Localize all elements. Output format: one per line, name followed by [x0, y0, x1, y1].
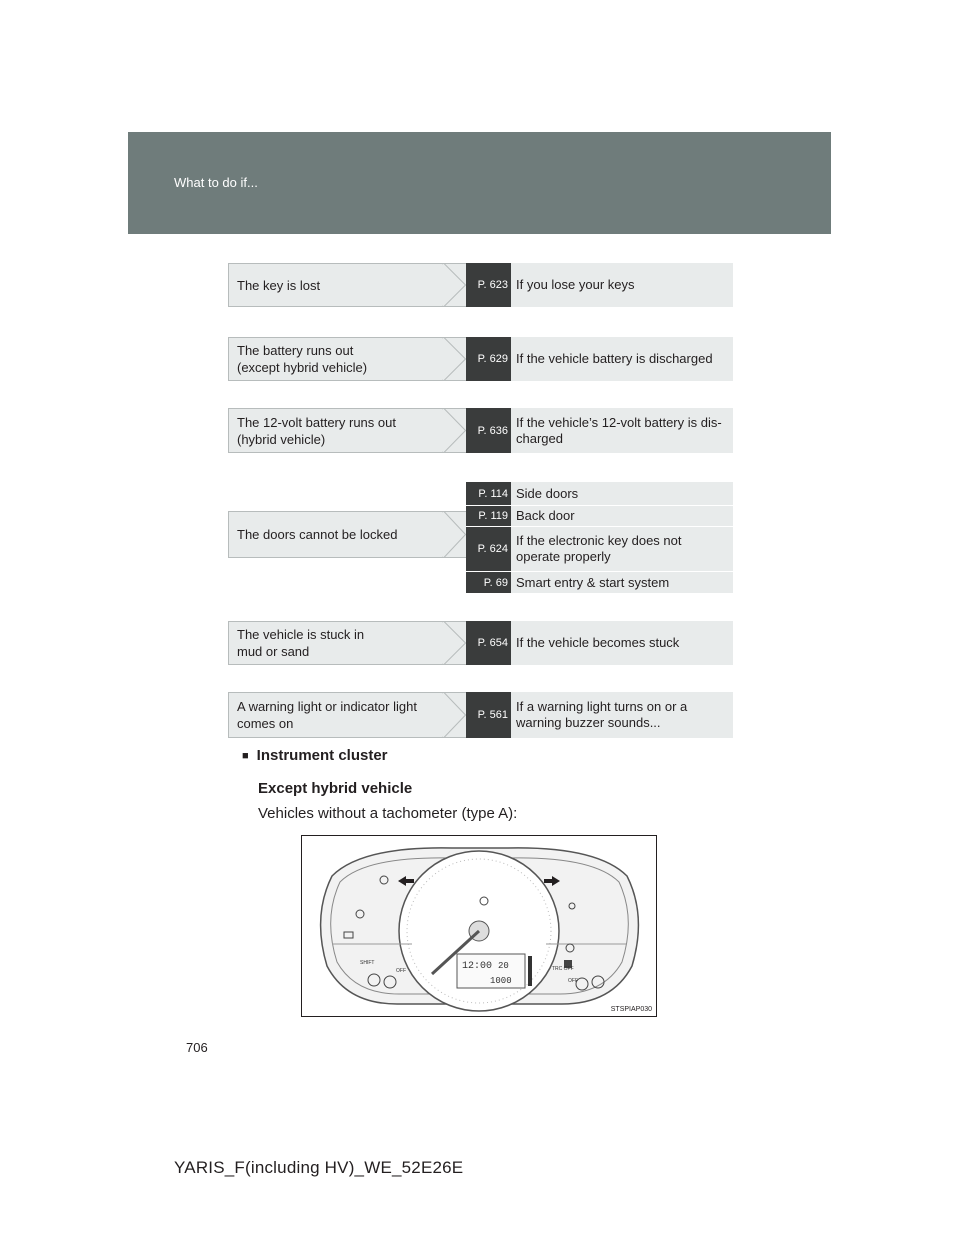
reference-title: If the vehicle’s 12-volt battery is dis- charged — [516, 414, 722, 446]
reference-row — [466, 482, 733, 505]
reference-row — [466, 527, 733, 571]
condition-text: The key is lost — [237, 277, 321, 293]
subheading: Except hybrid vehicle — [258, 780, 413, 797]
figure-caption: Vehicles without a tachometer (type A): — [258, 805, 518, 822]
condition-text: The doors cannot be locked — [237, 527, 398, 542]
instrument-cluster-figure — [301, 835, 657, 1017]
reference-row — [466, 572, 733, 593]
reference-row — [466, 506, 733, 526]
condition-box — [228, 263, 466, 307]
reference-row — [466, 263, 733, 307]
condition-box — [228, 337, 466, 381]
page-reference-badge: P. 654 — [466, 621, 511, 665]
reference-title: If the electronic key does not operate properly — [516, 533, 682, 564]
reference-title: If you lose your keys — [516, 277, 635, 292]
reference-title: If the vehicle battery is discharged — [516, 351, 713, 366]
chevron-right-icon — [442, 511, 466, 558]
condition-text: The 12-volt battery runs out (hybrid vehicle) — [237, 414, 396, 447]
page-reference-badge: P. 561 — [466, 692, 511, 738]
chevron-right-icon — [442, 408, 466, 453]
page-reference-badge: P. 636 — [466, 408, 511, 453]
page-reference-badge: P. 629 — [466, 337, 511, 381]
page-number: 706 — [186, 1040, 208, 1055]
reference-title: Side doors — [516, 485, 579, 501]
page-reference-badge: P. 69 — [466, 572, 511, 593]
reference-row — [466, 621, 733, 665]
heading-text: Instrument cluster — [256, 747, 388, 764]
condition-box — [228, 621, 466, 665]
condition-text: The vehicle is stuck in mud or sand — [237, 627, 365, 659]
chevron-right-icon — [442, 263, 466, 307]
trc-off-label: TRC OFF — [552, 966, 574, 972]
instrument-cluster-illustration — [302, 836, 656, 1016]
reference-title: Smart entry & start system — [516, 574, 670, 590]
page-reference-badge: P. 623 — [466, 263, 511, 307]
condition-box — [228, 692, 466, 738]
reference-row — [466, 408, 733, 453]
display-odometer: 1000 — [490, 976, 512, 986]
chevron-right-icon — [442, 621, 466, 665]
reference-title: If the vehicle becomes stuck — [516, 635, 680, 650]
display-temp: 20 — [498, 961, 509, 971]
reference-title: Back door — [516, 508, 575, 523]
page-reference-badge: P. 624 — [466, 527, 511, 571]
instrument-cluster-heading — [242, 747, 388, 764]
square-bullet-icon: ■ — [242, 749, 249, 762]
condition-box — [228, 511, 466, 558]
page-reference-badge: P. 114 — [466, 482, 511, 505]
off-label-right: OFF — [568, 978, 578, 984]
document-footer: YARIS_F(including HV)_WE_52E26E — [174, 1158, 464, 1177]
off-label-left: OFF — [396, 968, 406, 974]
figure-code: STSPIAP030 — [610, 1006, 652, 1013]
condition-box — [228, 408, 466, 453]
reference-row — [466, 337, 733, 381]
display-time: 12:00 — [462, 961, 493, 972]
shift-label: SHIFT — [360, 960, 375, 966]
condition-text: A warning light or indicator light comes on — [237, 699, 417, 731]
chevron-right-icon — [442, 337, 466, 381]
condition-text: The battery runs out (except hybrid vehicle) — [237, 343, 368, 375]
section-title: What to do if... — [174, 175, 258, 190]
reference-title: If a warning light turns on or a warning buzzer sounds... — [516, 699, 688, 730]
reference-row — [466, 692, 733, 738]
page-reference-badge: P. 119 — [466, 506, 511, 526]
chevron-right-icon — [442, 692, 466, 738]
